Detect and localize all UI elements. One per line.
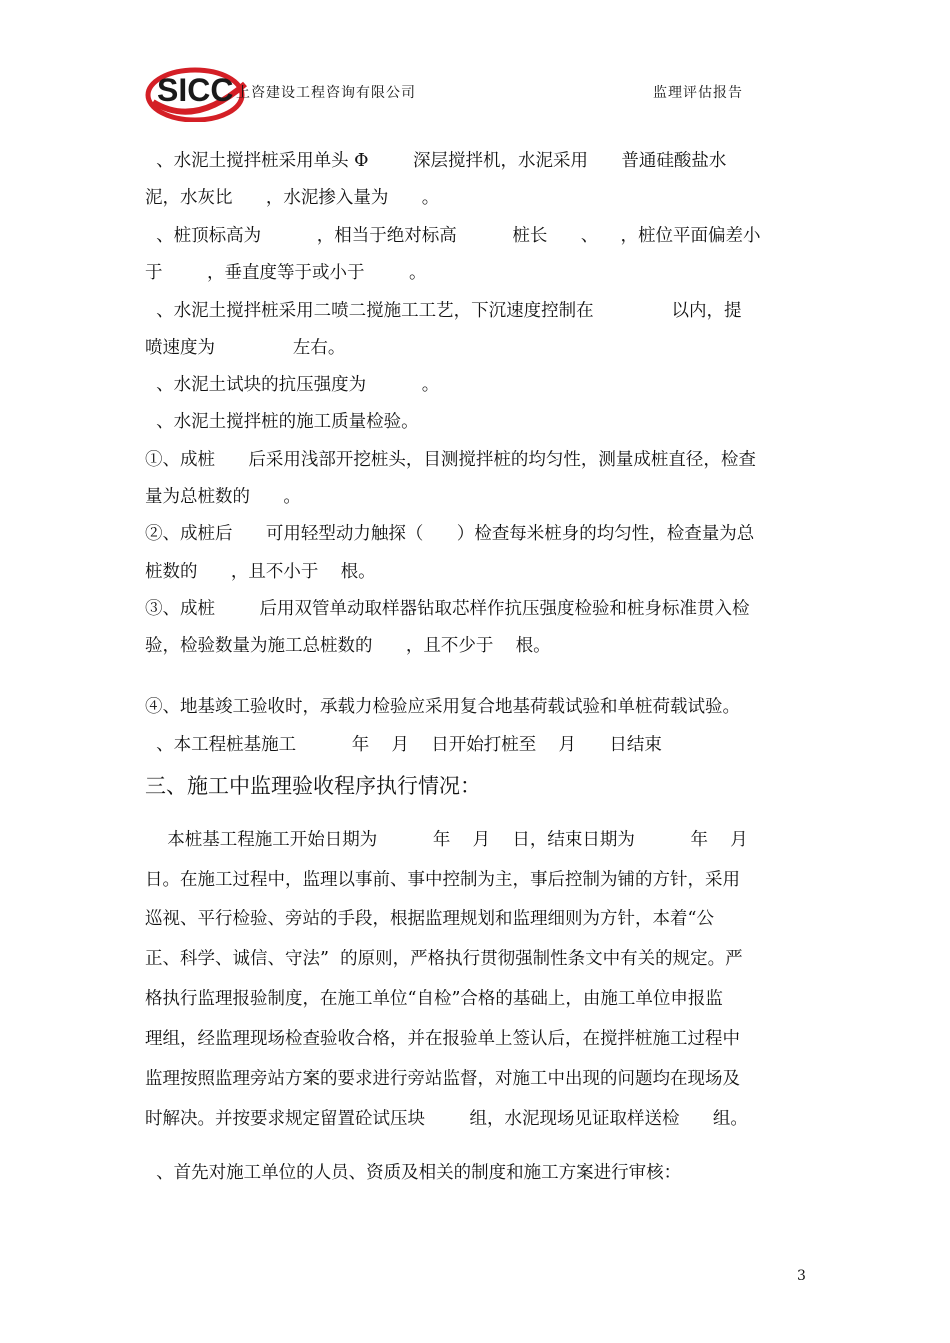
body-line: 喷速度为 左右。 bbox=[145, 338, 346, 358]
body-line: 桩数的 ，且不小于 根。 bbox=[145, 562, 376, 582]
body-line: ④、地基竣工验收时，承载力检验应采用复合地基荷载试验和单桩荷载试验。 bbox=[145, 697, 740, 717]
logo-text: SICC bbox=[157, 72, 234, 108]
body-line: 、本工程桩基施工 年 月 日开始打桩至 月 日结束 bbox=[145, 735, 662, 755]
paragraph-line: 巡视、平行检验、旁站的手段，根据监理规划和监理细则为方针，本着“公 bbox=[145, 909, 714, 929]
body-line: 、水泥土试块的抗压强度为 。 bbox=[145, 375, 440, 395]
header-report-type: 监理评估报告 bbox=[653, 85, 743, 101]
body-line: 、桩顶标高为 ，相当于绝对标高 桩长 、 ，桩位平面偏差小 bbox=[145, 226, 761, 246]
paragraph-line: 日。在施工过程中，监理以事前、事中控制为主，事后控制为铺的方针，采用 bbox=[145, 870, 740, 890]
paragraph-line: 本桩基工程施工开始日期为 年 月 日，结束日期为 年 月 bbox=[145, 830, 748, 850]
body-line: 、水泥土搅拌桩采用单头 Φ 深层搅拌机，水泥采用 普通硅酸盐水 bbox=[145, 151, 727, 171]
body-line: 量为总桩数的 。 bbox=[145, 487, 301, 507]
sicc-logo bbox=[145, 62, 250, 122]
section-heading: 三、施工中监理验收程序执行情况： bbox=[145, 774, 481, 798]
body-line: 泥，水灰比 ，水泥掺入量为 。 bbox=[145, 188, 440, 208]
body-line: ③、成桩 后用双管单动取样器钻取芯样作抗压强度检验和桩身标准贯入检 bbox=[145, 599, 750, 619]
page-number: 3 bbox=[797, 1268, 806, 1284]
body-line: 、水泥土搅拌桩采用二喷二搅施工工艺，下沉速度控制在 以内，提 bbox=[145, 301, 742, 321]
body-line: 于 ，垂直度等于或小于 。 bbox=[145, 263, 427, 283]
body-line: 、水泥土搅拌桩的施工质量检验。 bbox=[145, 412, 419, 432]
paragraph-line: 时解决。并按要求规定留置砼试压块 组，水泥现场见证取样送检 组。 bbox=[145, 1109, 748, 1129]
paragraph-line: 正、科学、诚信、守法” 的原则，严格执行贯彻强制性条文中有关的规定。严 bbox=[145, 949, 743, 969]
body-line: 验，检验数量为施工总桩数的 ，且不少于 根。 bbox=[145, 636, 551, 656]
body-line-last: 、首先对施工单位的人员、资质及相关的制度和施工方案进行审核： bbox=[145, 1163, 682, 1183]
paragraph-line: 监理按照监理旁站方案的要求进行旁站监督，对施工中出现的问题均在现场及 bbox=[145, 1069, 740, 1089]
paragraph-line: 格执行监理报验制度，在施工单位“自检”合格的基础上，由施工单位申报监 bbox=[145, 989, 723, 1009]
body-line: ②、成桩后 可用轻型动力触探（ ）检查每米桩身的均匀性，检查量为总 bbox=[145, 524, 755, 544]
paragraph-line: 理组，经监理现场检查验收合格，并在报验单上签认后，在搅拌桩施工过程中 bbox=[145, 1029, 740, 1049]
header-company-name: 上咨建设工程咨询有限公司 bbox=[236, 85, 416, 101]
body-line: ①、成桩 后采用浅部开挖桩头，目测搅拌桩的均匀性，测量成桩直径，检查 bbox=[145, 450, 756, 470]
